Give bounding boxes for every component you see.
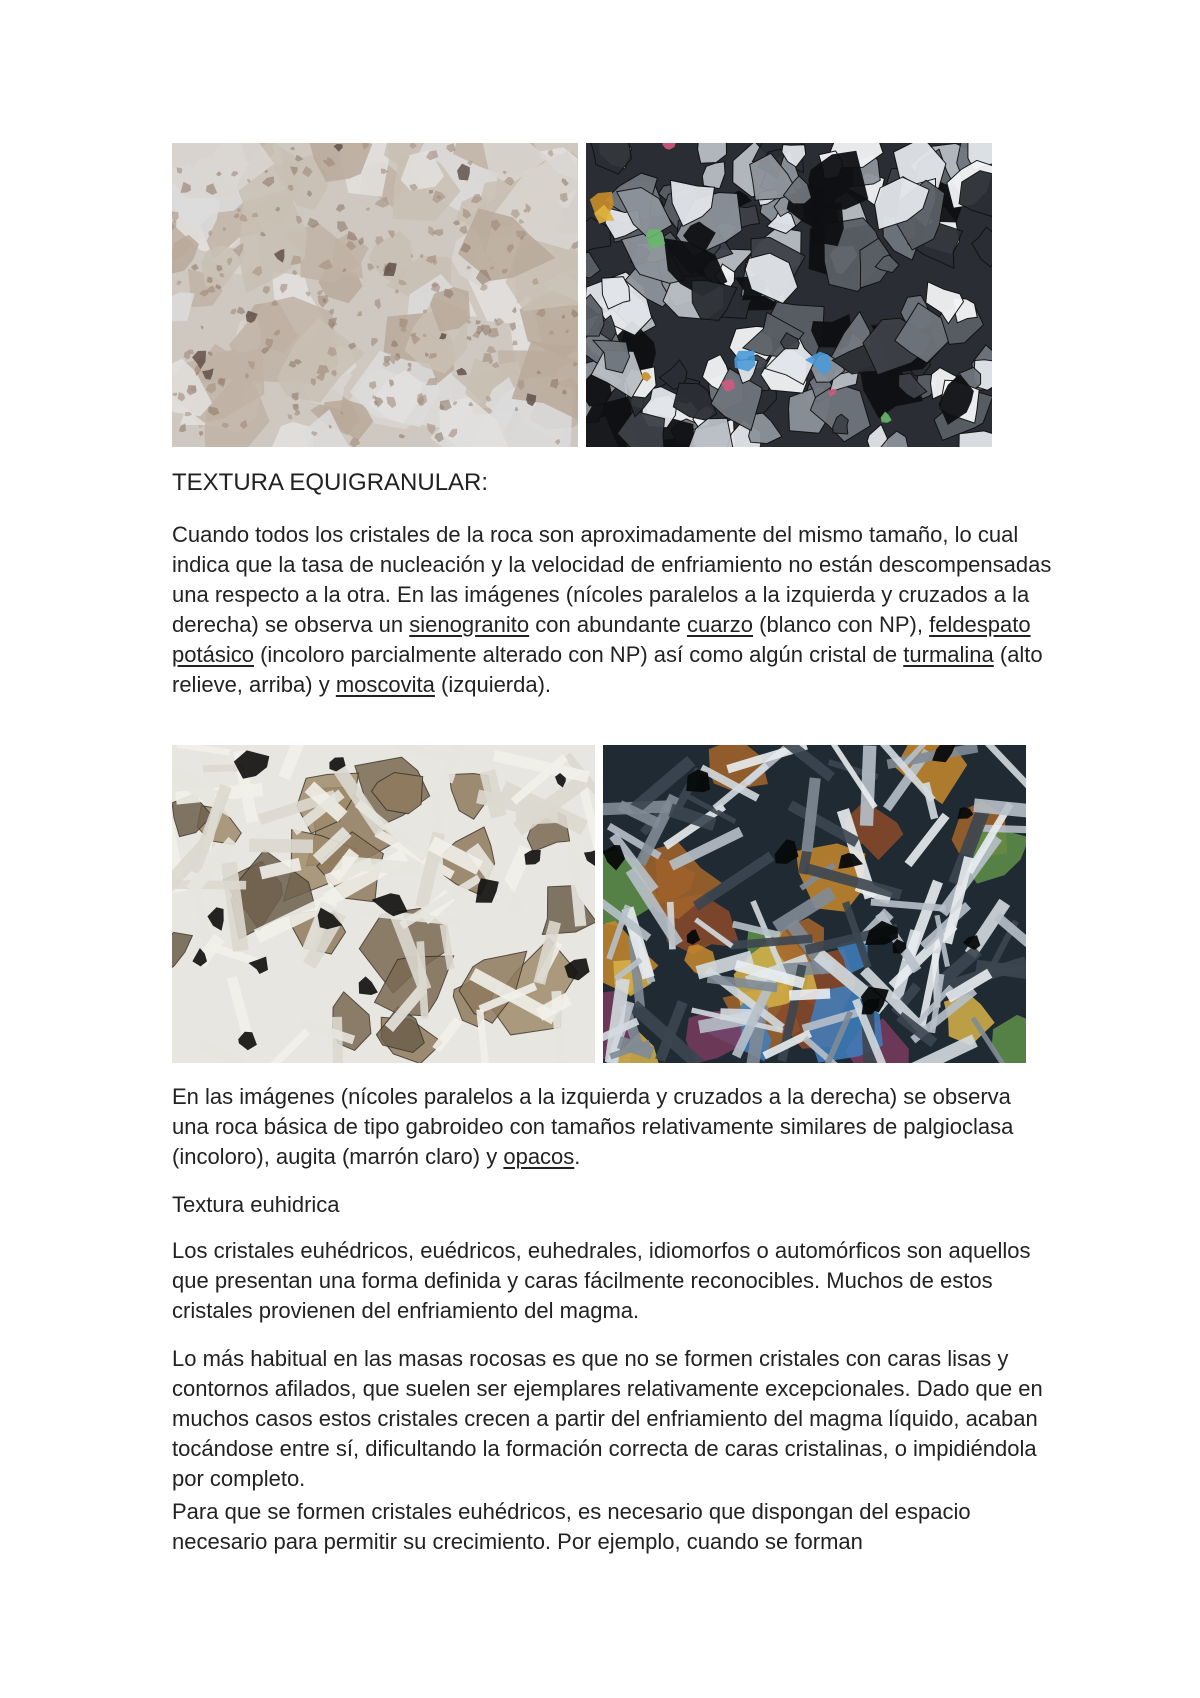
link-opacos[interactable]: opacos (503, 1144, 575, 1169)
paragraph-text: . (574, 1144, 581, 1169)
paragraph-text: (incoloro parcialmente alterado con NP) así como algún cristal de (253, 642, 904, 667)
paragraph-text: (izquierda). (434, 672, 552, 697)
image-row-granite (172, 143, 992, 447)
paragraph-gabroideo (172, 1082, 1052, 1172)
paragraph-text: En las imágenes (nícoles paralelos a la izquierda y cruzados a la derecha) se observa una roca básica de tipo gabroideo con tamaños relativamente similares de palgioclasa (incoloro), augita (marrón claro) y (172, 1084, 1014, 1169)
paragraph-equigranular (172, 520, 1052, 700)
paragraph-espacio: Para que se formen cristales euhédricos, es necesario que dispongan del espacio necesario para permitir su crecimiento. Por ejemplo, cuando se forman (172, 1499, 971, 1554)
paragraph-euhedricos: Los cristales euhédricos, euédricos, euhedrales, idiomorfos o automórficos son aquellos que presentan una forma definida y caras fácilmente reconocibles. Muchos de estos cristales provienen del enfriamiento del magma. (172, 1238, 1031, 1323)
paragraph-text: (alto relieve, arriba) y (172, 642, 1043, 697)
gabbro-ppl-photo (172, 745, 595, 1063)
heading-textura-euhidrica: Textura euhidrica (172, 1192, 340, 1217)
link-cuarzo[interactable]: cuarzo (686, 612, 753, 637)
crystal-grain (959, 431, 992, 447)
paragraph-text: (blanco con NP), (753, 612, 930, 637)
link-sienogranito[interactable]: sienogranito (409, 612, 530, 637)
gabbro-xpl-photo (603, 745, 1026, 1063)
crystal-grain (512, 341, 517, 346)
paragraph-text: con abundante (529, 612, 687, 637)
heading-textura-equigranular: TEXTURA EQUIGRANULAR: (172, 469, 489, 496)
plagioclase-lath (249, 839, 313, 854)
link-turmalina[interactable]: turmalina (903, 642, 994, 667)
granite-ppl-photo (172, 143, 578, 447)
paragraph-masas-rocosas: Lo más habitual en las masas rocosas es que no se formen cristales con caras lisas y contornos afilados, que suelen ser ejemplares relativamente excepcionales. Dado que en muchos casos estos cristales crecen a partir del enfriamiento del magma líquido, acaban tocándose entre sí, dificultando la formación correcta de caras cristalinas, o impidiéndola por completo. (172, 1346, 1043, 1491)
plagioclase-lath (173, 880, 246, 889)
granite-xpl-photo (586, 143, 992, 447)
link-moscovita[interactable]: moscovita (335, 672, 435, 697)
link-feldespato-potasico[interactable]: feldespato potásico (172, 612, 1031, 667)
paragraph-text: Cuando todos los cristales de la roca son aproximadamente del mismo tamaño, lo cual indica que la tasa de nucleación y la velocidad de enfriamiento no están descompensadas una respecto a la otra. En las imágenes (nícoles paralelos a la izquierda y cruzados a la derecha) se observa un (172, 522, 1052, 637)
plagioclase-lath (789, 988, 830, 1000)
image-row-gabbro (172, 745, 1026, 1063)
